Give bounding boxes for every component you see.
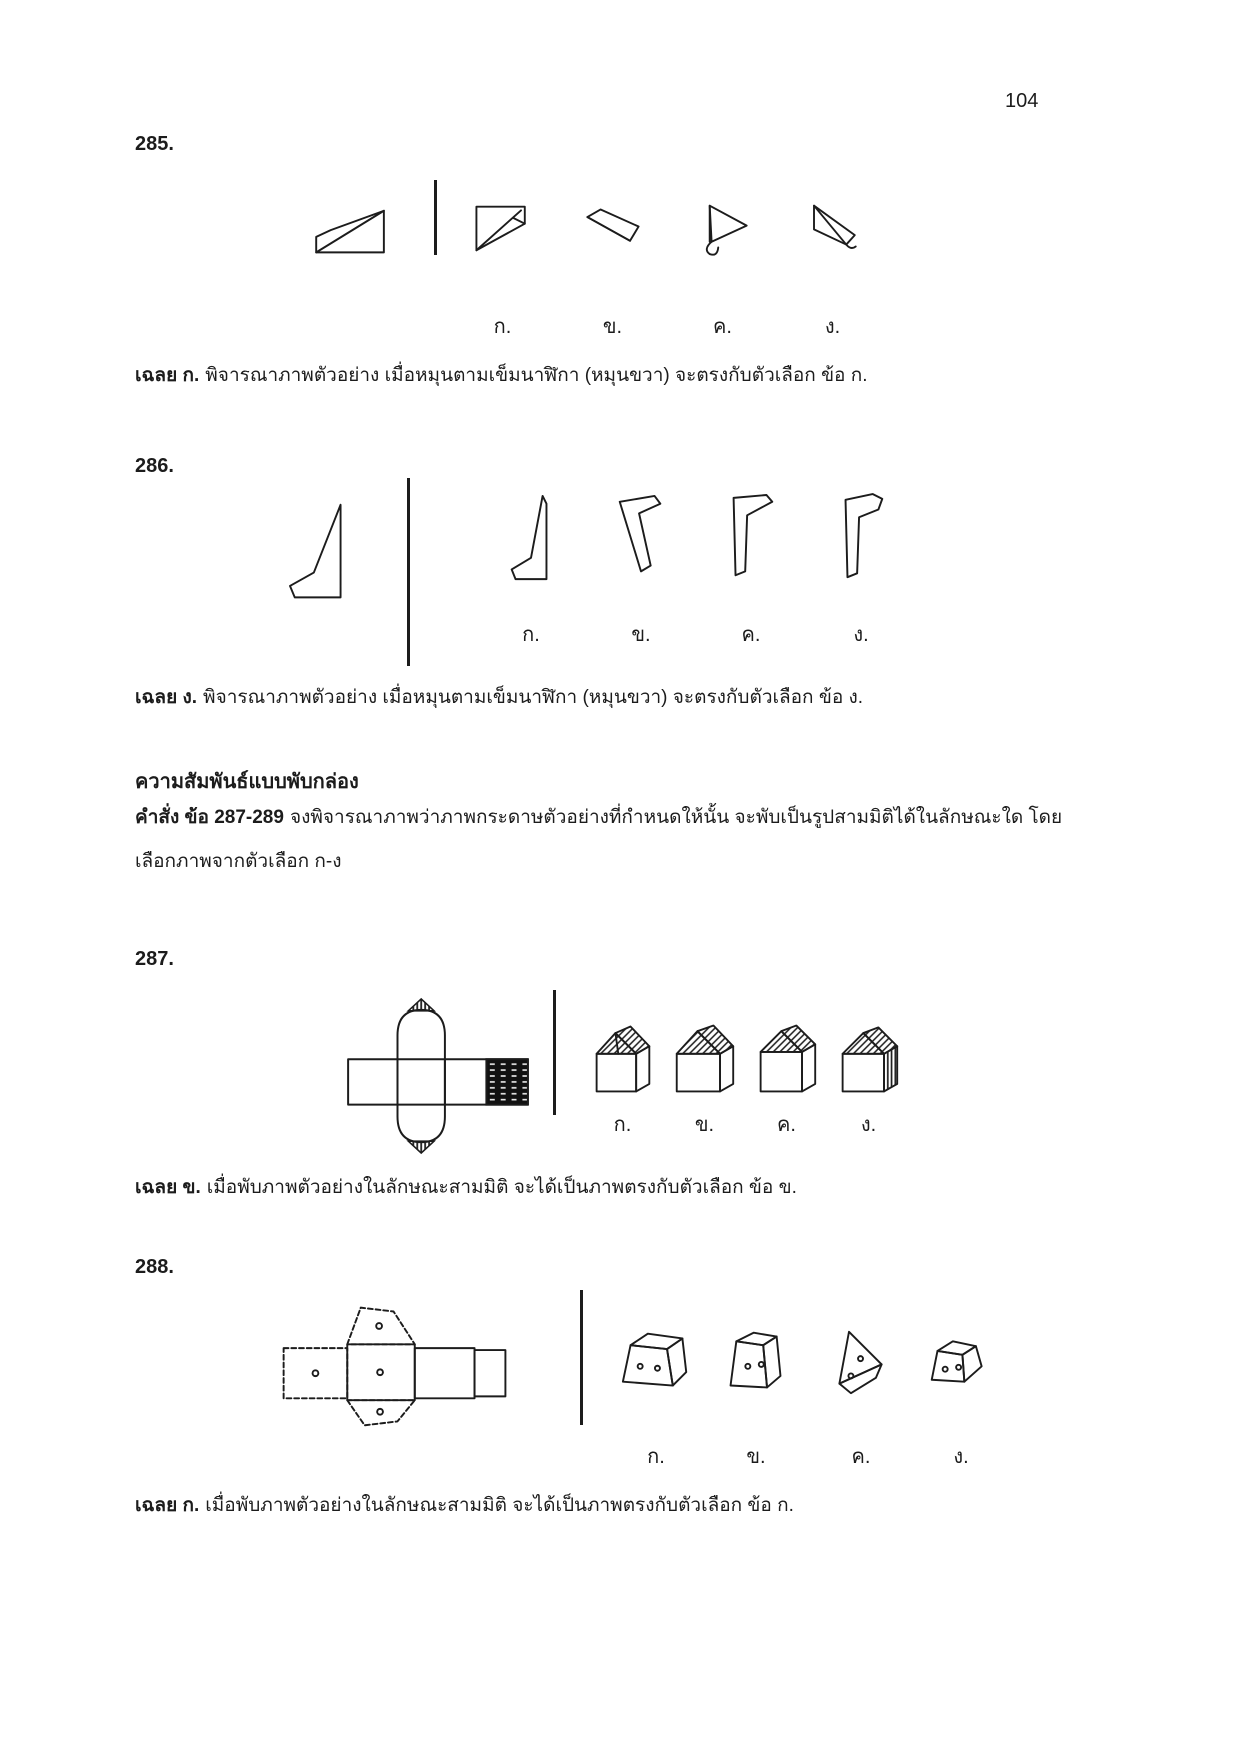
q288-option-label-a: ก. (647, 1446, 665, 1468)
q288-option-b-shape (715, 1326, 797, 1398)
q285-option-b-shape (580, 200, 645, 255)
q285-divider-line (434, 180, 437, 255)
q287-option-label-a: ก. (613, 1114, 632, 1136)
q285-answer-line (135, 360, 868, 390)
q285-option-c-shape (690, 200, 755, 255)
q288-answer-prefix: เฉลย ก. (135, 1495, 200, 1516)
q288-option-label-d: ง. (953, 1446, 969, 1468)
q288-divider-line (580, 1290, 583, 1425)
q286-option-label-d: ง. (853, 624, 869, 646)
question-288-number: 288. (135, 1256, 174, 1278)
q285-option-label-a: ก. (493, 316, 512, 338)
q288-answer-line (135, 1490, 794, 1520)
q288-sample-net-shape (270, 1298, 520, 1433)
q286-option-c-shape (722, 490, 780, 587)
q287-answer-line (135, 1172, 797, 1202)
q286-option-label-a: ก. (522, 624, 540, 646)
q287-option-label-c: ค. (777, 1114, 796, 1136)
question-286-number: 286. (135, 455, 174, 477)
q288-figure (270, 1290, 1010, 1480)
q286-option-label-b: ข. (631, 624, 651, 646)
q286-answer-line (135, 682, 863, 712)
q286-figure (280, 478, 920, 693)
q285-option-d-shape (800, 200, 865, 255)
q287-option-d-shape (831, 1018, 906, 1098)
section-heading: ความสัมพันธ์แบบพับกล่อง (135, 771, 359, 793)
q287-answer-prefix: เฉลย ข. (135, 1177, 201, 1198)
q287-divider-line (553, 990, 556, 1115)
q288-option-a-shape (615, 1326, 697, 1398)
q288-answer-text: เมื่อพับภาพตัวอย่างในลักษณะสามมิติ จะได้เป็นภาพตรงกับตัวเลือก ข้อ ก. (205, 1495, 794, 1516)
q286-option-b-shape (612, 490, 670, 587)
q288-option-d-shape (920, 1326, 1002, 1398)
q286-sample-shape (285, 500, 357, 605)
page-number: 104 (1005, 90, 1039, 112)
q287-option-label-d: ง. (860, 1114, 877, 1136)
q288-option-label-b: ข. (746, 1446, 766, 1468)
q285-answer-prefix: เฉลย ก. (135, 365, 200, 386)
q285-option-label-c: ค. (713, 316, 732, 338)
q286-divider-line (407, 478, 410, 666)
q287-figure (335, 990, 955, 1165)
question-287-number: 287. (135, 948, 174, 970)
q288-option-label-c: ค. (851, 1446, 871, 1468)
q288-option-c-shape (820, 1326, 902, 1398)
q285-answer-text: พิจารณาภาพตัวอย่าง เมื่อหมุนตามเข็มนาฬิกา (หมุนขวา) จะตรงกับตัวเลือก ข้อ ก. (205, 365, 868, 386)
q286-answer-text: พิจารณาภาพตัวอย่าง เมื่อหมุนตามเข็มนาฬิกา (หมุนขวา) จะตรงกับตัวเลือก ข้อ ง. (203, 687, 864, 708)
q286-option-label-c: ค. (741, 624, 761, 646)
instruction-line-1 (135, 796, 1145, 840)
q285-option-label-b: ข. (602, 316, 623, 338)
q287-sample-net-shape (335, 996, 540, 1156)
q285-option-a-shape (470, 200, 535, 255)
section-instruction (135, 796, 1145, 884)
instruction-text-1: จงพิจารณาภาพว่าภาพกระดาษตัวอย่างที่กำหนดให้นั้น จะพับเป็นรูปสามมิติได้ในลักษณะใด โดย (289, 807, 1063, 828)
q287-answer-text: เมื่อพับภาพตัวอย่างในลักษณะสามมิติ จะได้เป็นภาพตรงกับตัวเลือก ข้อ ข. (206, 1177, 797, 1198)
instruction-line-2: เลือกภาพจากตัวเลือก ก-ง (135, 851, 342, 872)
q286-answer-prefix: เฉลย ง. (135, 687, 198, 708)
q285-option-label-d: ง. (824, 316, 841, 338)
q287-option-b-shape (667, 1018, 742, 1098)
q286-option-a-shape (502, 490, 560, 587)
question-285-number: 285. (135, 133, 174, 155)
q287-option-c-shape (749, 1018, 824, 1098)
q286-option-d-shape (832, 490, 890, 587)
q285-sample-shape (312, 205, 390, 263)
q285-figure (310, 180, 890, 345)
instruction-prefix: คำสั่ง ข้อ 287-289 (135, 807, 284, 828)
q287-option-label-b: ข. (694, 1114, 715, 1136)
q287-option-a-shape (585, 1018, 660, 1098)
